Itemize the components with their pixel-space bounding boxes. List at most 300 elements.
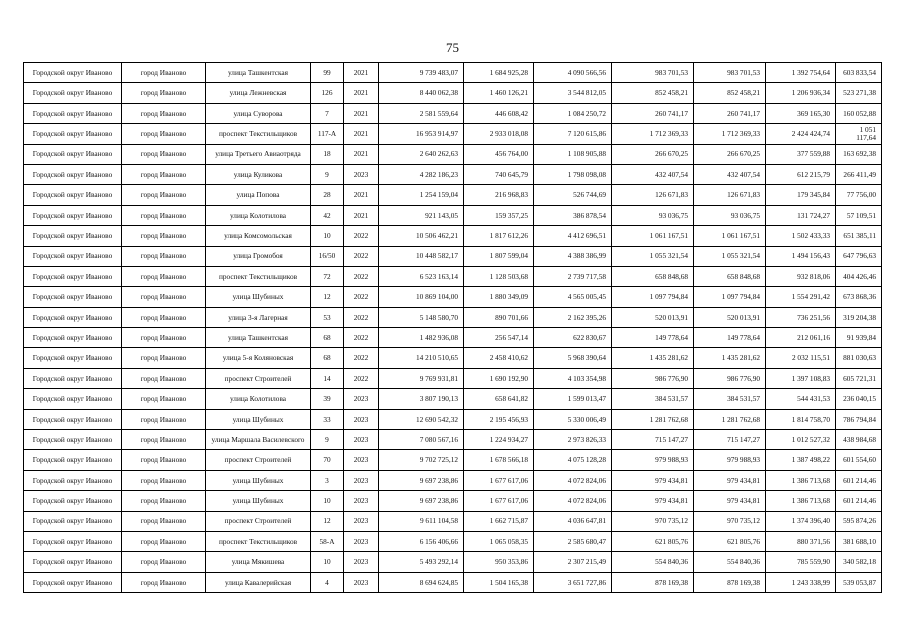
cost-col-1-cell: 1 807 599,04 — [464, 246, 534, 266]
cost-col-2-cell: 3 544 812,05 — [534, 83, 612, 103]
year-cell: 2023 — [344, 409, 379, 429]
year-cell: 2023 — [344, 572, 379, 592]
year-cell: 2021 — [344, 205, 379, 225]
table-row — [24, 572, 882, 592]
cost-col-3-cell: 1 097 794,84 — [612, 287, 694, 307]
cost-col-5-cell: 377 559,88 — [766, 144, 836, 164]
city-cell: город Иваново — [122, 83, 206, 103]
year-cell: 2023 — [344, 552, 379, 572]
cost-col-3-cell: 126 671,83 — [612, 185, 694, 205]
cost-col-1-cell: 1 677 617,06 — [464, 470, 534, 490]
year-cell: 2022 — [344, 246, 379, 266]
district-cell: Городской округ Иваново — [24, 572, 122, 592]
house-cell: 33 — [311, 409, 344, 429]
city-cell: город Иваново — [122, 531, 206, 551]
cost-col-2-cell: 4 565 005,45 — [534, 287, 612, 307]
city-cell: город Иваново — [122, 144, 206, 164]
house-cell: 9 — [311, 164, 344, 184]
cost-col-1-cell: 740 645,79 — [464, 164, 534, 184]
cost-col-4-cell: 1 055 321,54 — [694, 246, 766, 266]
table-row — [24, 552, 882, 572]
cost-col-4-cell: 266 670,25 — [694, 144, 766, 164]
street-cell: улица Лежневская — [206, 83, 311, 103]
year-cell: 2023 — [344, 491, 379, 511]
district-cell: Городской округ Иваново — [24, 103, 122, 123]
cost-col-3-cell: 1 061 167,51 — [612, 226, 694, 246]
cost-col-6-cell: 57 109,51 — [836, 205, 882, 225]
year-cell: 2021 — [344, 83, 379, 103]
cost-col-3-cell: 979 434,81 — [612, 470, 694, 490]
cost-col-6-cell: 595 874,26 — [836, 511, 882, 531]
house-cell: 3 — [311, 470, 344, 490]
cost-col-3-cell: 986 776,90 — [612, 368, 694, 388]
district-cell: Городской округ Иваново — [24, 226, 122, 246]
cost-col-5-cell: 1 554 291,42 — [766, 287, 836, 307]
street-cell: улица Куликова — [206, 164, 311, 184]
house-cell: 16/50 — [311, 246, 344, 266]
cost-col-5-cell: 1 387 498,22 — [766, 450, 836, 470]
total-cost-cell: 10 869 104,00 — [379, 287, 464, 307]
table-row — [24, 430, 882, 450]
cost-col-1-cell: 890 701,66 — [464, 307, 534, 327]
cost-col-1-cell: 2 933 018,08 — [464, 124, 534, 144]
cost-col-6-cell: 319 204,38 — [836, 307, 882, 327]
cost-col-2-cell: 2 162 395,26 — [534, 307, 612, 327]
cost-col-1-cell: 1 690 192,90 — [464, 368, 534, 388]
house-cell: 4 — [311, 572, 344, 592]
city-cell: город Иваново — [122, 552, 206, 572]
cost-col-5-cell: 932 818,06 — [766, 266, 836, 286]
cost-col-3-cell: 621 805,76 — [612, 531, 694, 551]
cost-col-6-cell: 160 052,88 — [836, 103, 882, 123]
cost-col-2-cell: 2 585 680,47 — [534, 531, 612, 551]
cost-col-4-cell: 1 712 369,33 — [694, 124, 766, 144]
cost-col-2-cell: 526 744,69 — [534, 185, 612, 205]
city-cell: город Иваново — [122, 328, 206, 348]
street-cell: улица Колотилова — [206, 389, 311, 409]
street-cell: проспект Текстильщиков — [206, 531, 311, 551]
city-cell: город Иваново — [122, 103, 206, 123]
cost-col-3-cell: 149 778,64 — [612, 328, 694, 348]
cost-col-2-cell: 386 878,54 — [534, 205, 612, 225]
city-cell: город Иваново — [122, 389, 206, 409]
cost-col-3-cell: 979 434,81 — [612, 491, 694, 511]
cost-col-3-cell: 983 701,53 — [612, 63, 694, 83]
house-cell: 117-А — [311, 124, 344, 144]
street-cell: улица Ташкентская — [206, 63, 311, 83]
cost-col-6-cell: 438 984,68 — [836, 430, 882, 450]
table-body — [24, 63, 882, 593]
year-cell: 2021 — [344, 124, 379, 144]
cost-col-5-cell: 1 206 936,34 — [766, 83, 836, 103]
year-cell: 2021 — [344, 144, 379, 164]
total-cost-cell: 1 482 936,08 — [379, 328, 464, 348]
cost-col-6-cell: 381 688,10 — [836, 531, 882, 551]
city-cell: город Иваново — [122, 572, 206, 592]
cost-col-2-cell: 4 388 386,99 — [534, 246, 612, 266]
cost-col-4-cell: 979 434,81 — [694, 491, 766, 511]
cost-col-4-cell: 852 458,21 — [694, 83, 766, 103]
cost-col-5-cell: 2 032 115,51 — [766, 348, 836, 368]
housing-repair-table — [23, 62, 882, 593]
total-cost-cell: 10 506 462,21 — [379, 226, 464, 246]
district-cell: Городской округ Иваново — [24, 83, 122, 103]
cost-col-1-cell: 1 684 925,28 — [464, 63, 534, 83]
city-cell: город Иваново — [122, 511, 206, 531]
total-cost-cell: 12 690 542,32 — [379, 409, 464, 429]
cost-col-2-cell: 1 599 013,47 — [534, 389, 612, 409]
city-cell: город Иваново — [122, 470, 206, 490]
cost-col-3-cell: 715 147,27 — [612, 430, 694, 450]
district-cell: Городской округ Иваново — [24, 205, 122, 225]
district-cell: Городской округ Иваново — [24, 348, 122, 368]
cost-col-6-cell: 91 939,84 — [836, 328, 882, 348]
cost-col-3-cell: 384 531,57 — [612, 389, 694, 409]
cost-col-6-cell: 601 214,46 — [836, 470, 882, 490]
cost-col-6-cell: 786 794,84 — [836, 409, 882, 429]
cost-col-1-cell: 2 195 456,93 — [464, 409, 534, 429]
table-row — [24, 389, 882, 409]
table-row — [24, 470, 882, 490]
district-cell: Городской округ Иваново — [24, 409, 122, 429]
cost-col-2-cell: 3 651 727,86 — [534, 572, 612, 592]
total-cost-cell: 10 448 582,17 — [379, 246, 464, 266]
cost-col-4-cell: 658 848,68 — [694, 266, 766, 286]
year-cell: 2022 — [344, 348, 379, 368]
cost-col-3-cell: 658 848,68 — [612, 266, 694, 286]
cost-col-2-cell: 5 330 006,49 — [534, 409, 612, 429]
house-cell: 18 — [311, 144, 344, 164]
street-cell: улица Комсомольская — [206, 226, 311, 246]
cost-col-2-cell: 4 075 128,28 — [534, 450, 612, 470]
table-row — [24, 450, 882, 470]
house-cell: 10 — [311, 226, 344, 246]
total-cost-cell: 3 807 190,13 — [379, 389, 464, 409]
cost-col-1-cell: 2 458 410,62 — [464, 348, 534, 368]
cost-col-2-cell: 1 798 098,08 — [534, 164, 612, 184]
cost-col-1-cell: 1 128 503,68 — [464, 266, 534, 286]
cost-col-5-cell: 1 494 156,43 — [766, 246, 836, 266]
year-cell: 2023 — [344, 389, 379, 409]
cost-col-4-cell: 93 036,75 — [694, 205, 766, 225]
cost-col-2-cell: 4 090 566,56 — [534, 63, 612, 83]
cost-col-6-cell: 605 721,31 — [836, 368, 882, 388]
table-row — [24, 348, 882, 368]
year-cell: 2023 — [344, 450, 379, 470]
table-row — [24, 164, 882, 184]
cost-col-1-cell: 1 460 126,21 — [464, 83, 534, 103]
cost-col-6-cell: 404 426,46 — [836, 266, 882, 286]
cost-col-5-cell: 2 424 424,74 — [766, 124, 836, 144]
district-cell: Городской округ Иваново — [24, 450, 122, 470]
cost-col-2-cell: 7 120 615,86 — [534, 124, 612, 144]
cost-col-2-cell: 2 307 215,49 — [534, 552, 612, 572]
year-cell: 2022 — [344, 226, 379, 246]
district-cell: Городской округ Иваново — [24, 328, 122, 348]
cost-col-3-cell: 970 735,12 — [612, 511, 694, 531]
city-cell: город Иваново — [122, 409, 206, 429]
table-row — [24, 226, 882, 246]
total-cost-cell: 2 581 559,64 — [379, 103, 464, 123]
cost-col-6-cell: 539 053,87 — [836, 572, 882, 592]
city-cell: город Иваново — [122, 164, 206, 184]
city-cell: город Иваново — [122, 307, 206, 327]
house-cell: 58-А — [311, 531, 344, 551]
cost-col-4-cell: 715 147,27 — [694, 430, 766, 450]
total-cost-cell: 9 739 483,07 — [379, 63, 464, 83]
cost-col-3-cell: 1 281 762,68 — [612, 409, 694, 429]
district-cell: Городской округ Иваново — [24, 307, 122, 327]
cost-col-6-cell: 881 030,63 — [836, 348, 882, 368]
cost-col-3-cell: 852 458,21 — [612, 83, 694, 103]
city-cell: город Иваново — [122, 246, 206, 266]
year-cell: 2022 — [344, 368, 379, 388]
year-cell: 2021 — [344, 185, 379, 205]
city-cell: город Иваново — [122, 266, 206, 286]
city-cell: город Иваново — [122, 124, 206, 144]
total-cost-cell: 1 254 159,04 — [379, 185, 464, 205]
cost-col-5-cell: 369 165,30 — [766, 103, 836, 123]
street-cell: улица 3-я Лагерная — [206, 307, 311, 327]
cost-col-2-cell: 4 072 824,06 — [534, 470, 612, 490]
district-cell: Городской округ Иваново — [24, 266, 122, 286]
cost-col-4-cell: 1 281 762,68 — [694, 409, 766, 429]
street-cell: улица Колотилова — [206, 205, 311, 225]
cost-col-4-cell: 1 061 167,51 — [694, 226, 766, 246]
cost-col-1-cell: 658 641,82 — [464, 389, 534, 409]
cost-col-6-cell: 647 796,63 — [836, 246, 882, 266]
cost-col-5-cell: 544 431,53 — [766, 389, 836, 409]
cost-col-6-cell: 523 271,38 — [836, 83, 882, 103]
cost-col-4-cell: 986 776,90 — [694, 368, 766, 388]
cost-col-1-cell: 456 764,00 — [464, 144, 534, 164]
city-cell: город Иваново — [122, 368, 206, 388]
cost-col-2-cell: 622 830,67 — [534, 328, 612, 348]
cost-col-5-cell: 612 215,79 — [766, 164, 836, 184]
house-cell: 9 — [311, 430, 344, 450]
cost-col-6-cell: 673 868,36 — [836, 287, 882, 307]
cost-col-4-cell: 432 407,54 — [694, 164, 766, 184]
table-row — [24, 307, 882, 327]
house-cell: 70 — [311, 450, 344, 470]
district-cell: Городской округ Иваново — [24, 164, 122, 184]
cost-col-2-cell: 4 103 354,98 — [534, 368, 612, 388]
cost-col-3-cell: 93 036,75 — [612, 205, 694, 225]
table-row — [24, 287, 882, 307]
city-cell: город Иваново — [122, 450, 206, 470]
cost-col-2-cell: 2 973 826,33 — [534, 430, 612, 450]
house-cell: 7 — [311, 103, 344, 123]
cost-col-1-cell: 950 353,86 — [464, 552, 534, 572]
street-cell: улица Кавалерийская — [206, 572, 311, 592]
cost-col-5-cell: 131 724,27 — [766, 205, 836, 225]
cost-col-3-cell: 1 435 281,62 — [612, 348, 694, 368]
house-cell: 10 — [311, 491, 344, 511]
district-cell: Городской округ Иваново — [24, 124, 122, 144]
cost-col-5-cell: 1 397 108,83 — [766, 368, 836, 388]
cost-col-6-cell: 266 411,49 — [836, 164, 882, 184]
cost-col-6-cell: 601 554,60 — [836, 450, 882, 470]
street-cell: улица Суворова — [206, 103, 311, 123]
cost-col-4-cell: 970 735,12 — [694, 511, 766, 531]
cost-col-5-cell: 212 061,16 — [766, 328, 836, 348]
house-cell: 68 — [311, 328, 344, 348]
total-cost-cell: 5 148 580,70 — [379, 307, 464, 327]
district-cell: Городской округ Иваново — [24, 144, 122, 164]
city-cell: город Иваново — [122, 185, 206, 205]
table-row — [24, 531, 882, 551]
cost-col-4-cell: 520 013,91 — [694, 307, 766, 327]
table-row — [24, 103, 882, 123]
cost-col-4-cell: 149 778,64 — [694, 328, 766, 348]
cost-col-5-cell: 1 392 754,64 — [766, 63, 836, 83]
cost-col-4-cell: 260 741,17 — [694, 103, 766, 123]
table-row — [24, 409, 882, 429]
district-cell: Городской округ Иваново — [24, 389, 122, 409]
table-row — [24, 266, 882, 286]
total-cost-cell: 14 210 510,65 — [379, 348, 464, 368]
cost-col-1-cell: 1 677 617,06 — [464, 491, 534, 511]
table-row — [24, 124, 882, 144]
street-cell: улица Шубиных — [206, 491, 311, 511]
cost-col-1-cell: 159 357,25 — [464, 205, 534, 225]
total-cost-cell: 8 694 624,85 — [379, 572, 464, 592]
cost-col-5-cell: 1 386 713,68 — [766, 491, 836, 511]
cost-col-4-cell: 878 169,38 — [694, 572, 766, 592]
district-cell: Городской округ Иваново — [24, 491, 122, 511]
year-cell: 2023 — [344, 430, 379, 450]
district-cell: Городской округ Иваново — [24, 531, 122, 551]
page-number: 75 — [446, 40, 459, 55]
table-row — [24, 368, 882, 388]
cost-col-5-cell: 736 251,56 — [766, 307, 836, 327]
total-cost-cell: 16 953 914,97 — [379, 124, 464, 144]
year-cell: 2022 — [344, 287, 379, 307]
cost-col-2-cell: 5 968 390,64 — [534, 348, 612, 368]
cost-col-6-cell: 1 051 117,64 — [836, 124, 882, 144]
cost-col-4-cell: 1 435 281,62 — [694, 348, 766, 368]
year-cell: 2023 — [344, 531, 379, 551]
city-cell: город Иваново — [122, 63, 206, 83]
cost-col-3-cell: 1 712 369,33 — [612, 124, 694, 144]
table-row — [24, 205, 882, 225]
cost-col-3-cell: 979 988,93 — [612, 450, 694, 470]
total-cost-cell: 921 143,05 — [379, 205, 464, 225]
cost-col-1-cell: 1 065 058,35 — [464, 531, 534, 551]
table-row — [24, 63, 882, 83]
house-cell: 28 — [311, 185, 344, 205]
house-cell: 10 — [311, 552, 344, 572]
cost-col-3-cell: 1 055 321,54 — [612, 246, 694, 266]
district-cell: Городской округ Иваново — [24, 287, 122, 307]
cost-col-2-cell: 4 036 647,81 — [534, 511, 612, 531]
street-cell: улица Шубиных — [206, 409, 311, 429]
cost-col-3-cell: 520 013,91 — [612, 307, 694, 327]
cost-col-4-cell: 621 805,76 — [694, 531, 766, 551]
street-cell: улица Маршала Василевского — [206, 430, 311, 450]
street-cell: улица Шубиных — [206, 287, 311, 307]
table-row — [24, 328, 882, 348]
house-cell: 68 — [311, 348, 344, 368]
cost-col-4-cell: 979 988,93 — [694, 450, 766, 470]
house-cell: 39 — [311, 389, 344, 409]
district-cell: Городской округ Иваново — [24, 246, 122, 266]
cost-col-6-cell: 236 040,15 — [836, 389, 882, 409]
table-row — [24, 144, 882, 164]
street-cell: улица Попова — [206, 185, 311, 205]
cost-col-1-cell: 256 547,14 — [464, 328, 534, 348]
cost-col-2-cell: 2 739 717,58 — [534, 266, 612, 286]
cost-col-5-cell: 785 559,90 — [766, 552, 836, 572]
cost-col-5-cell: 880 371,56 — [766, 531, 836, 551]
district-cell: Городской округ Иваново — [24, 430, 122, 450]
total-cost-cell: 6 523 163,14 — [379, 266, 464, 286]
cost-col-6-cell: 601 214,46 — [836, 491, 882, 511]
house-cell: 14 — [311, 368, 344, 388]
city-cell: город Иваново — [122, 287, 206, 307]
table-row — [24, 491, 882, 511]
cost-col-5-cell: 179 345,84 — [766, 185, 836, 205]
street-cell: улица 5-я Коляновская — [206, 348, 311, 368]
street-cell: проспект Текстильщиков — [206, 124, 311, 144]
table-row — [24, 185, 882, 205]
house-cell: 99 — [311, 63, 344, 83]
year-cell: 2021 — [344, 103, 379, 123]
cost-col-6-cell: 77 756,00 — [836, 185, 882, 205]
table-row — [24, 511, 882, 531]
cost-col-1-cell: 1 817 612,26 — [464, 226, 534, 246]
house-cell: 12 — [311, 287, 344, 307]
cost-col-6-cell: 603 833,54 — [836, 63, 882, 83]
cost-col-3-cell: 260 741,17 — [612, 103, 694, 123]
cost-col-3-cell: 878 169,38 — [612, 572, 694, 592]
house-cell: 42 — [311, 205, 344, 225]
district-cell: Городской округ Иваново — [24, 552, 122, 572]
street-cell: улица Мякишева — [206, 552, 311, 572]
year-cell: 2023 — [344, 511, 379, 531]
cost-col-6-cell: 340 582,18 — [836, 552, 882, 572]
cost-col-4-cell: 384 531,57 — [694, 389, 766, 409]
cost-col-5-cell: 1 374 396,40 — [766, 511, 836, 531]
district-cell: Городской округ Иваново — [24, 511, 122, 531]
city-cell: город Иваново — [122, 205, 206, 225]
cost-col-4-cell: 554 840,36 — [694, 552, 766, 572]
table-row — [24, 246, 882, 266]
house-cell: 126 — [311, 83, 344, 103]
cost-col-4-cell: 126 671,83 — [694, 185, 766, 205]
cost-col-2-cell: 1 108 905,88 — [534, 144, 612, 164]
total-cost-cell: 7 080 567,16 — [379, 430, 464, 450]
house-cell: 72 — [311, 266, 344, 286]
total-cost-cell: 9 697 238,86 — [379, 470, 464, 490]
total-cost-cell: 9 697 238,86 — [379, 491, 464, 511]
city-cell: город Иваново — [122, 491, 206, 511]
street-cell: проспект Строителей — [206, 368, 311, 388]
cost-col-1-cell: 446 608,42 — [464, 103, 534, 123]
cost-col-5-cell: 1 386 713,68 — [766, 470, 836, 490]
district-cell: Городской округ Иваново — [24, 63, 122, 83]
house-cell: 53 — [311, 307, 344, 327]
cost-col-2-cell: 4 072 824,06 — [534, 491, 612, 511]
cost-col-3-cell: 266 670,25 — [612, 144, 694, 164]
cost-col-5-cell: 1 502 433,33 — [766, 226, 836, 246]
cost-col-1-cell: 1 224 934,27 — [464, 430, 534, 450]
city-cell: город Иваново — [122, 430, 206, 450]
cost-col-1-cell: 1 880 349,09 — [464, 287, 534, 307]
year-cell: 2022 — [344, 328, 379, 348]
street-cell: проспект Строителей — [206, 511, 311, 531]
cost-col-1-cell: 216 968,83 — [464, 185, 534, 205]
